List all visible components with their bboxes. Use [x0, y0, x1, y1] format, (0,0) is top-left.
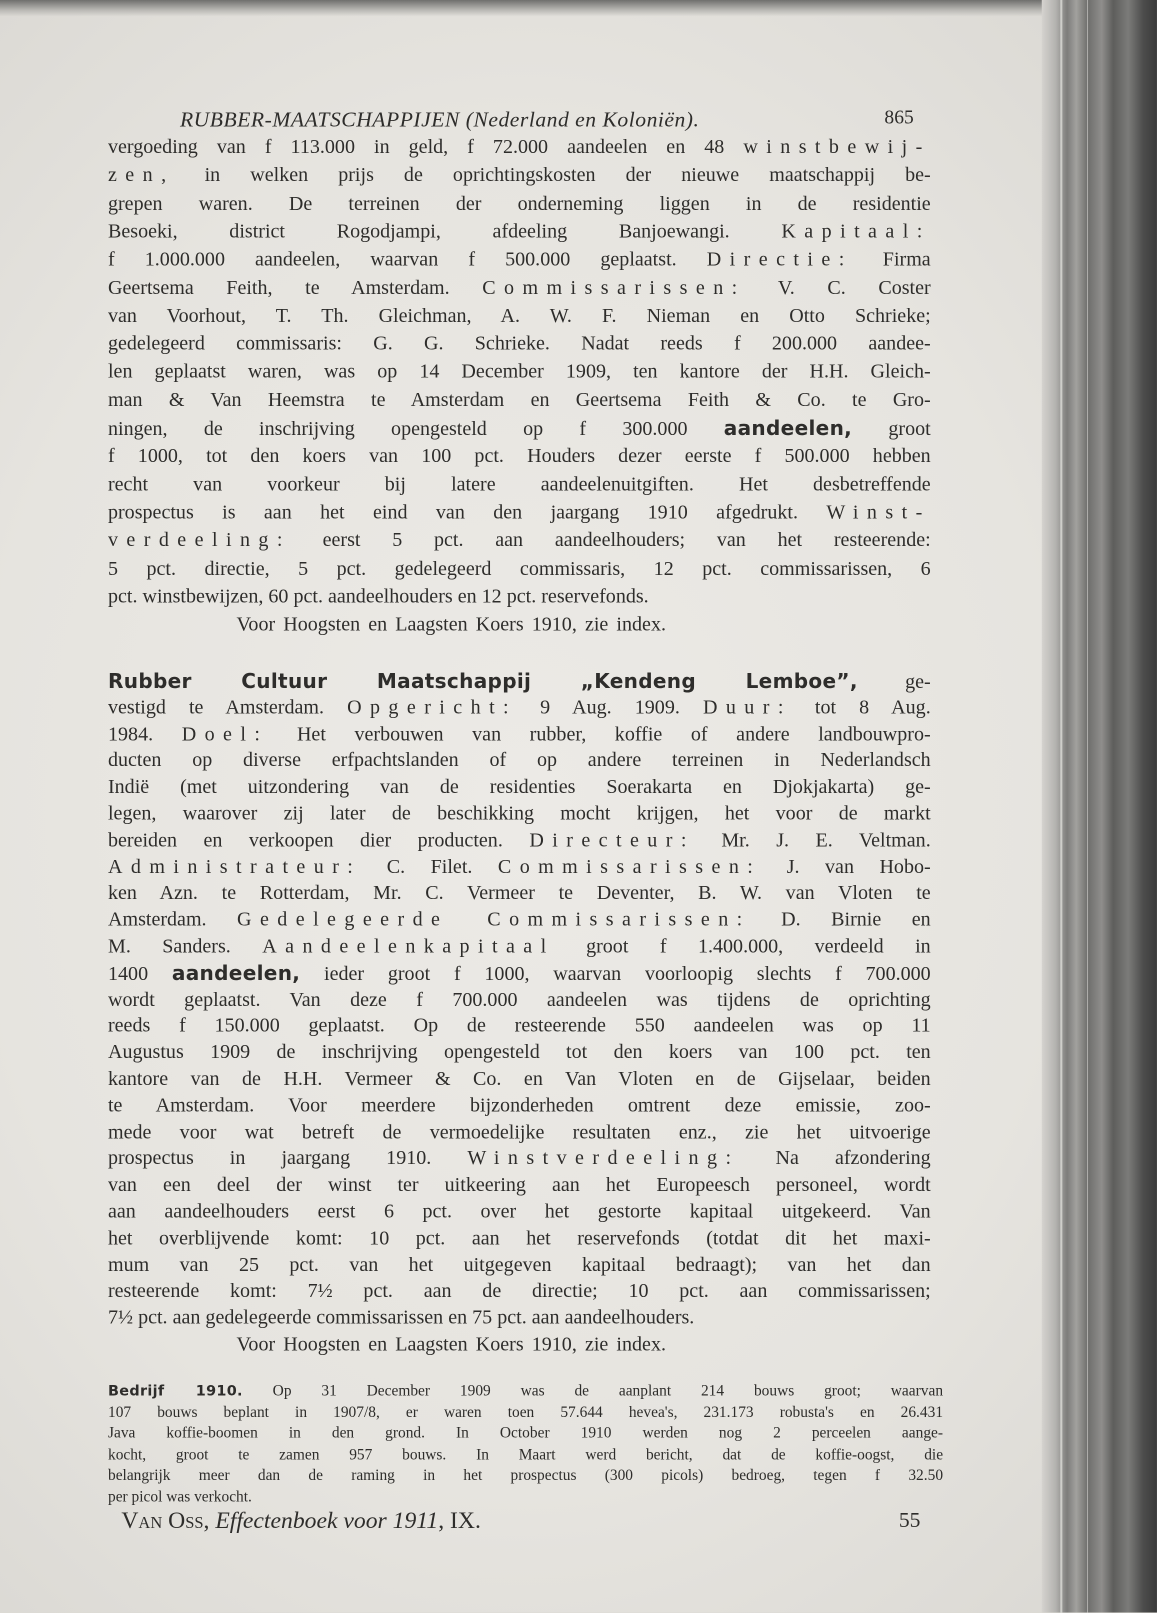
bold-text: aandeelen, — [171, 961, 301, 985]
text-line — [108, 502, 931, 525]
text-line — [108, 361, 931, 384]
text-line — [237, 614, 813, 637]
text-line — [108, 221, 931, 244]
text-segment: Indië (met uitzondering van de residenties Soerakarta en Djokjakarta) ge- — [107, 776, 931, 799]
text-segment: 1400 — [107, 963, 172, 985]
text-segment: V. C. Coster — [745, 277, 931, 299]
text-segment: Java koffie-boomen in den grond. In October 1910 werden nog 2 perceelen aange- — [107, 1425, 944, 1443]
text-segment: ningen, de inschrijving opengesteld op f 300.000 — [107, 418, 724, 441]
text-segment: resteerende komt: 7½ pct. aan de directie; 10 pct. aan commissarissen; — [107, 1280, 931, 1303]
text-segment: eerst 5 pct. aan aandeelhouders; van het resteerende: — [290, 529, 931, 552]
text-segment: het overblijvende komt: 10 pct. aan het reservefonds (totdat dit het maxi- — [107, 1227, 931, 1250]
text-line — [108, 305, 931, 328]
spaced-text: winstbewij- — [743, 136, 931, 159]
text-line — [108, 1095, 931, 1118]
text-segment: recht van voorkeur bij latere aandeelenuitgiften. Het desbetreffende — [107, 473, 931, 496]
text-line — [108, 936, 931, 959]
text-line — [108, 883, 931, 906]
text-segment: Voor Hoogsten en Laagsten Koers 1910, zie index. — [236, 614, 666, 636]
text-line — [108, 1446, 943, 1465]
text-line — [108, 193, 931, 216]
text-segment: 9 Aug. 1909. — [517, 697, 703, 719]
text-line — [108, 530, 931, 553]
text-line — [108, 333, 931, 356]
page-number: 865 — [884, 106, 914, 129]
text-line — [108, 1254, 931, 1277]
bold-text: Bedrijf 1910. — [107, 1383, 243, 1400]
text-line — [108, 1042, 931, 1065]
text-segment: groot — [852, 418, 931, 441]
bold-text: Rubber Cultuur Maatschappij „Kendeng Lemboe”, — [107, 669, 858, 694]
running-header: RUBBER-MAATSCHAPPIJEN (Nederland en Koloniën). — [179, 106, 700, 132]
page-top-edge — [0, 0, 1049, 16]
text-segment: mede voor wat betreft de vermoedelijke resultaten enz., zie het uitvoerige — [107, 1121, 931, 1144]
text-line — [108, 1425, 943, 1444]
text-segment: vergoeding van f 113.000 in geld, f 72.000 aandeelen en 48 — [107, 136, 744, 159]
text-line — [108, 474, 931, 497]
text-line — [108, 989, 931, 1012]
text-line — [108, 165, 931, 188]
text-segment: man & Van Heemstra te Amsterdam en Geertsema Feith & Co. te Gro- — [107, 389, 931, 412]
footer-book-title: Effectenboek voor 1911 — [215, 1507, 439, 1534]
text-line — [237, 1334, 813, 1357]
text-line — [108, 137, 931, 160]
text-line — [108, 446, 931, 469]
spaced-text: Directeur: — [529, 829, 695, 852]
text-line — [108, 1175, 931, 1198]
spaced-text: Aandeelenkapitaal — [262, 935, 555, 958]
spaced-text: Directie: — [706, 249, 853, 271]
text-segment: reeds f 150.000 geplaatst. Op de resteerende 550 aandeelen was op 11 — [107, 1015, 931, 1038]
text-segment: belangrijk meer dan de raming in het prospectus (300 picols) bedroeg, tegen f 32.50 — [107, 1467, 944, 1485]
text-line — [108, 750, 931, 773]
text-segment: Geertsema Feith, te Amsterdam. — [107, 277, 483, 299]
text-segment: ken Azn. te Rotterdam, Mr. C. Vermeer te Deventer, B. W. van Vloten te — [107, 882, 931, 905]
spaced-text: verdeeling: — [107, 529, 291, 552]
text-line — [108, 803, 931, 826]
text-line — [108, 558, 931, 581]
text-segment: wordt geplaatst. Van deze f 700.000 aandeelen was tijdens de oprichting — [107, 988, 931, 1011]
text-segment: van Voorhout, T. Th. Gleichman, A. W. F. Nieman en Otto Schrieke; — [107, 305, 931, 327]
text-segment: van een deel der winst ter uitkeering aan het Europeesch personeel, wordt — [107, 1174, 931, 1197]
footer-volume: , IX. — [438, 1507, 481, 1534]
text-line — [108, 1201, 931, 1224]
text-line — [108, 1488, 943, 1507]
text-line — [108, 1467, 943, 1486]
text-segment: ieder groot f 1000, waarvan voorloopig slechts f 700.000 — [300, 963, 931, 985]
text-segment: C. Filet. — [361, 856, 498, 878]
spaced-text: Opgericht: — [347, 697, 518, 719]
text-line — [108, 1069, 931, 1092]
text-segment: 5 pct. directie, 5 pct. gedelegeerd commissaris, 12 pct. commissarissen, 6 — [107, 557, 931, 580]
text-segment: per picol was verkocht. — [107, 1489, 252, 1506]
text-segment: bereiden en verkoopen dier producten. — [107, 829, 530, 852]
text-segment: vestigd te Amsterdam. — [107, 697, 348, 719]
spaced-text: Commissarissen: — [482, 277, 746, 299]
text-line — [108, 1403, 943, 1422]
spaced-text: Administrateur: — [107, 856, 362, 878]
text-segment: in welken prijs de oprichtingskosten der nieuwe maatschappij be- — [174, 164, 931, 187]
text-segment: f 1000, tot den koers van 100 pct. Houders dezer eerste f 500.000 hebben — [107, 445, 931, 468]
text-line — [108, 1307, 931, 1330]
text-segment: legen, waarover zij later de beschikking mocht krijgen, het voor de markt — [107, 803, 931, 825]
text-segment: kocht, groot te zamen 957 bouws. In Maart werd bericht, dat de koffie-oogst, die — [107, 1446, 944, 1464]
text-line — [108, 1122, 931, 1145]
text-segment: prospectus is aan het eind van den jaargang 1910 afgedrukt. — [107, 501, 827, 524]
text-segment: Amsterdam. — [107, 909, 238, 931]
text-segment: groot f 1.400.000, verdeeld in — [554, 935, 931, 958]
text-segment: te Amsterdam. Voor meerdere bijzonderheden omtrent deze emissie, zoo- — [107, 1095, 931, 1117]
footer-author: Van Oss, — [121, 1507, 210, 1534]
text-line — [108, 1281, 931, 1304]
book-page-edges — [1042, 0, 1157, 1613]
text-segment: ge- — [857, 671, 931, 694]
text-segment: Het verbouwen van rubber, koffie of andere landbouwpro- — [268, 723, 931, 746]
text-line — [108, 909, 931, 932]
text-segment: Op 31 December 1909 was de aanplant 214 bouws groot; waarvan — [242, 1383, 944, 1400]
spaced-text: Winst- — [826, 501, 931, 524]
text-segment: mum van 25 pct. van het uitgegeven kapitaal bedraagt); van het dan — [107, 1254, 931, 1276]
footer-sheet-number: 55 — [898, 1507, 921, 1533]
text-line — [108, 830, 931, 853]
text-segment: Augustus 1909 de inschrijving opengesteld tot den koers van 100 pct. ten — [107, 1041, 931, 1064]
spaced-text: Gedelegeerde Commissarissen: — [237, 909, 751, 931]
text-line — [108, 697, 931, 720]
spaced-text: zen, — [107, 164, 175, 187]
text-segment: aan aandeelhouders eerst 6 pct. over het gestorte kapitaal uitgekeerd. Van — [107, 1201, 931, 1223]
text-segment: J. van Hobo- — [761, 856, 931, 878]
spaced-text: Kapitaal: — [781, 220, 931, 243]
text-line — [108, 856, 931, 879]
spaced-text: Duur: — [702, 697, 792, 719]
text-segment: Besoeki, district Rogodjampi, afdeeling Banjoewangi. — [107, 220, 782, 243]
text-segment: gedelegeerd commissaris: G. G. Schrieke. Nadat reeds f 200.000 aandee- — [107, 333, 931, 355]
text-line — [108, 249, 931, 272]
text-segment: Mr. J. E. Veltman. — [694, 829, 931, 852]
text-line — [108, 671, 931, 695]
text-segment: len geplaatst waren, was op 14 December 1909, ten kantore der H.H. Gleich- — [107, 361, 931, 383]
text-segment: Firma — [852, 249, 931, 271]
text-segment: 7½ pct. aan gedelegeerde commissarissen en 75 pct. aan aandeelhouders. — [107, 1307, 695, 1329]
text-line — [108, 586, 931, 609]
text-segment: ducten op diverse erfpachtslanden of op andere terreinen in Nederlandsch — [107, 750, 931, 772]
text-segment: prospectus in jaargang 1910. — [107, 1148, 468, 1170]
bold-text: aandeelen, — [723, 416, 853, 441]
text-segment: 107 bouws beplant in 1907/8, er waren toen 57.644 hevea's, 231.173 robusta's en 26.431 — [107, 1404, 944, 1421]
text-segment: M. Sanders. — [107, 935, 263, 958]
spaced-text: Doel: — [181, 723, 269, 746]
text-line — [108, 777, 931, 800]
spaced-text: Commissarissen: — [497, 856, 762, 878]
text-segment: D. Birnie en — [750, 909, 931, 931]
text-line — [108, 389, 931, 412]
text-line — [108, 418, 931, 442]
text-line — [108, 1015, 931, 1038]
footer-signature — [121, 1508, 481, 1535]
text-segment: Voor Hoogsten en Laagsten Koers 1910, zie index. — [236, 1333, 666, 1356]
text-line — [108, 1382, 943, 1401]
text-line — [108, 1148, 931, 1171]
text-segment: tot 8 Aug. — [791, 697, 931, 719]
text-line — [108, 1228, 931, 1251]
text-segment: Na afzondering — [739, 1148, 931, 1170]
text-line — [108, 962, 931, 986]
text-segment: grepen waren. De terreinen der onderneming liggen in de residentie — [107, 192, 931, 215]
text-line — [108, 277, 931, 300]
text-segment: kantore van de H.H. Vermeer & Co. en Van Vloten en de Gijselaar, beiden — [107, 1068, 931, 1091]
text-segment: pct. winstbewijzen, 60 pct. aandeelhouders en 12 pct. reservefonds. — [107, 585, 649, 608]
text-segment: f 1.000.000 aandeelen, waarvan f 500.000 geplaatst. — [107, 249, 707, 271]
text-segment: 1984. — [107, 723, 182, 746]
text-line — [108, 724, 931, 747]
spaced-text: Winstverdeeling: — [467, 1148, 740, 1170]
